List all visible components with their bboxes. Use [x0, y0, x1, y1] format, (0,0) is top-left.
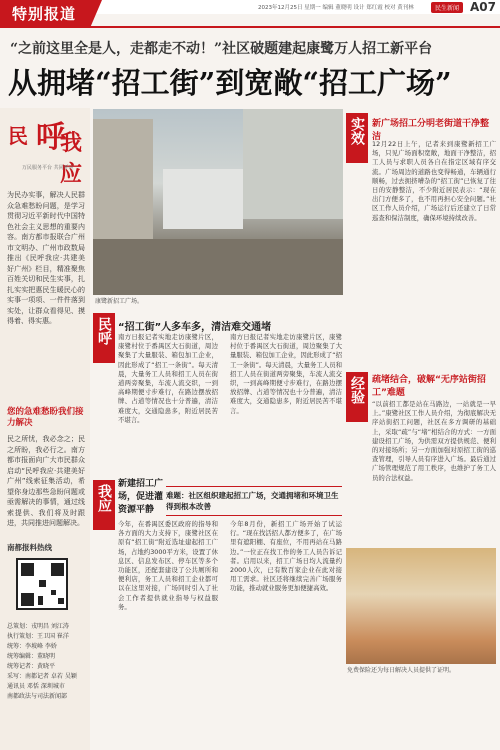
- section-2-body: 今年，在番禺区委区政府的指导和各方面的大力支持下，康鹭社区在原有“招工街”附近选址建起招工广场，占地约3000平方米，设置了休息区、信息发布区、停车区等多个功能区，还配套建设了公共厕所和便利店，务工人员和招工企业都可以在这里对接，广场同时引入了社会工作者提供就业指导与权益服务。: [118, 520, 218, 611]
- photo-recruitment-plaza: [93, 109, 343, 295]
- call-title: 您的急难愁盼我们接力解决: [7, 407, 84, 428]
- section-2-title: 新建招工广场，促进灌资源平静: [118, 479, 164, 515]
- section-3-body: 今年8月份，新招工广场开始了试运行。“现在找活招人都方便多了，在广场里有遮阳棚、有座位，不用再站在马路边。”一位正在找工作的务工人员告诉记者。启用以来，招工广场日均人流量约2000人次，已有数百家企业在此对接用工需求。社区还将继续完善广场服务功能，推动就业服务更加便捷高效。: [230, 520, 342, 593]
- credits: 总策划：戎明昌 刘江涛 执行策划：王卫国 崔洋 统筹：李坡峰 李娇 统筹编辑：董晓明 统筹记者：黄晓平 采写：南都记者 卓若 吴颖 通讯员 邓恬 深圳城市 南都政法与司法新闻部: [7, 623, 77, 700]
- page-number: A07: [470, 0, 496, 14]
- photo-insurance: [346, 548, 496, 664]
- hotline-label: 南都报料热线: [7, 543, 52, 552]
- badge-shixiao: 实效: [346, 113, 368, 163]
- badge-jingyan: 经验: [346, 372, 368, 422]
- right-1-body: 12月22日上午，记者来到康鹭新招工广场，只见广场面积宽敞，地面干净整洁，招工人员与求职人员各自在指定区域有序交流。广场周边的道路也变得畅通，车辆通行顺畅，过去拥挤嘈杂的“招工街”已恢复了往日的安静整洁，不少附近居民表示：“现在出门方便多了，也不用再担心安全问题。”社区工作人员介绍，广场运行后还建立了日常巡查和保洁制度，确保环境持续改善。: [372, 140, 496, 222]
- section-1-body: 南方日报记者实地走访康鹭片区，康鹭村位于番禺区大石街道，周边聚集了大量服装、箱包加工企业，因此形成了“招工一条街”。每天清晨，大量务工人员和招工人员在街道两旁聚集，车流人流交织，一到高峰期便寸步难行，在路边摆放招牌、占道等情况也十分普遍，清洁难度大，交通隐患多，附近居民苦不堪言。: [118, 333, 218, 424]
- logo-char-min: 民: [8, 124, 28, 148]
- logo-subtitle: 万民服务平台 共同呼应: [22, 165, 74, 171]
- right-2-title: 疏堵结合，破解“无序站街招工”难题: [372, 375, 486, 398]
- qr-code[interactable]: [16, 558, 68, 610]
- pull-quote: 难题：社区组织建起招工广场，交通拥堵和环境卫生得到根本改善: [166, 486, 342, 516]
- column-tag: 民生新闻: [431, 2, 463, 13]
- call-text: 民之所忧，我必念之；民之所盼，我必行之。南方都市报面向广大市民群众启动“民呼我应·共建美好广州”线索征集活动，希望你身边那些急盼问题或亟需解决的事情，通过线索提供、我们将及时跟进，共同推进问题解决。: [7, 435, 85, 527]
- section-1-body-b: 南方日报记者实地走访康鹭片区，康鹭村位于番禺区大石街道，周边聚集了大量服装、箱包加工企业，因此形成了“招工一条街”。每天清晨，大量务工人员和招工人员在街道两旁聚集，车流人流交织，一到高峰期便寸步难行，在路边摆放招牌、占道等情况也十分普遍，清洁难度大，交通隐患多，附近居民苦不堪言。: [230, 333, 342, 415]
- issue-meta: 2023年12月25日 星期一 编辑 董晓明 设计 郑红霞 校对 黄刊林: [258, 5, 414, 11]
- header-rule: [0, 26, 500, 28]
- column-intro: 为民办实事，解决人民群众急难愁盼问题，是学习贯彻习近平新时代中国特色社会主义思想的重要内容。南方都市报联合广州市文明办、广州市政数局推出《民呼我应·共建美好广州》栏目，精准聚焦百姓关切和民生实事，扎扎实实把惠民生暖民心的实事一项项、一件件落到实处，让群众看得见、摸得着、得实惠。: [7, 191, 85, 325]
- logo-char-hu: 呼: [36, 120, 66, 155]
- logo-char-ying: 我应: [60, 130, 83, 187]
- article-title: 从拥堵“招工街”到宽敞“招工广场”: [8, 66, 452, 100]
- section-label: 特别报道: [0, 0, 90, 28]
- column-logo: [8, 112, 83, 187]
- right-1-title: 新广场招工分明老街道干净整洁: [372, 119, 490, 142]
- badge-woying: 我应: [93, 480, 115, 530]
- article-subtitle: “之前这里全是人，走都走不动！”社区破题建起康鹭万人招工新平台: [10, 41, 433, 57]
- photo-caption: 康鹭新招工广场。: [95, 298, 144, 305]
- right-2-body: “以前招工都是站在马路边，一站就是一早上。”康鹭社区工作人员介绍，为彻底解决无序站街招工问题，社区在多方调研的基础上，采取“疏”与“堵”相结合的方式：一方面建设招工广场，为供需双方提供规范、便利的对接场所；另一方面加强对原招工街的巡查管理，引导人员有序进入广场。最后通过广场管理规范了用工秩序，也维护了务工人员的合法权益。: [372, 400, 496, 482]
- badge-minhu: 民呼: [93, 313, 115, 363]
- section-1-title: “招工街”人多车多，清洁难交通堵: [118, 322, 272, 333]
- photo-caption-2: 免费保险还为每日解决人员提供了证明。: [347, 667, 456, 674]
